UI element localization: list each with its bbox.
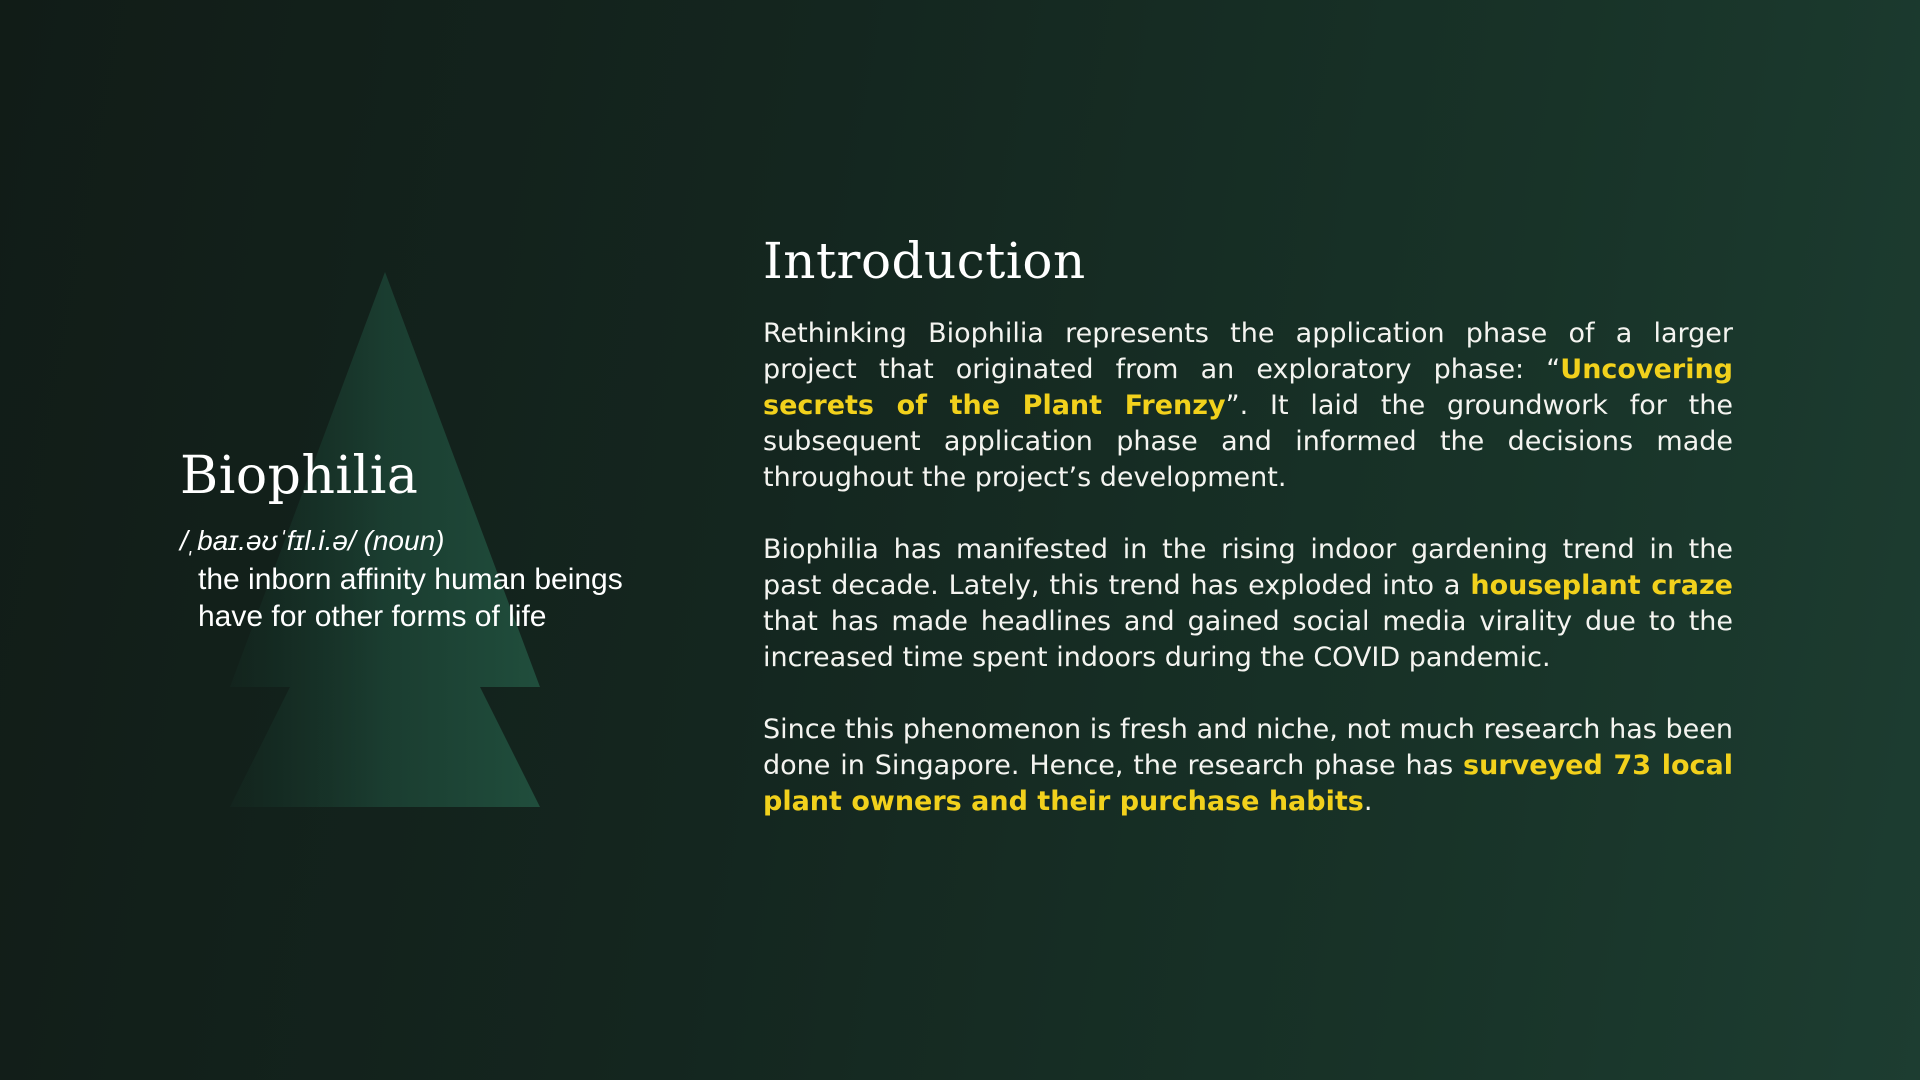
introduction-section xyxy=(763,226,1733,856)
paragraph-text: ”. It laid the groundwork for the subsequent application phase and informed the decisions made throughout the project’s development. xyxy=(763,390,1733,493)
section-title: Introduction xyxy=(763,232,1086,290)
term-definition-block xyxy=(180,448,680,635)
highlight-text: Uncovering secrets of the Plant Frenzy xyxy=(763,354,1733,421)
intro-paragraph-3 xyxy=(763,712,1733,820)
intro-paragraph-1 xyxy=(763,316,1733,496)
intro-paragraph-2 xyxy=(763,532,1733,676)
paragraph-text: that has made headlines and gained social media virality due to the increased time spent indoors during the COVID pandemic. xyxy=(763,606,1733,673)
paragraph-text: Since this phenomenon is fresh and niche, not much research has been done in Singapore. Hence, the research phase has xyxy=(763,714,1733,781)
paragraph-text: . xyxy=(1363,786,1373,817)
paragraph-text: Rethinking Biophilia represents the application phase of a larger project that originated from an exploratory phase: “ xyxy=(763,318,1733,385)
highlight-text: houseplant craze xyxy=(1470,570,1733,601)
term-pronunciation: /ˌbaɪ.əʊˈfɪl.i.ə/ (noun) xyxy=(180,525,445,557)
term-title: Biophilia xyxy=(180,446,419,506)
highlight-text: surveyed 73 local plant owners and their purchase habits xyxy=(763,750,1733,817)
paragraph-text: Biophilia has manifested in the rising indoor gardening trend in the past decade. Lately, this trend has exploded into a xyxy=(763,534,1733,601)
term-definition: the inborn affinity human beings have for other forms of life xyxy=(198,563,623,634)
